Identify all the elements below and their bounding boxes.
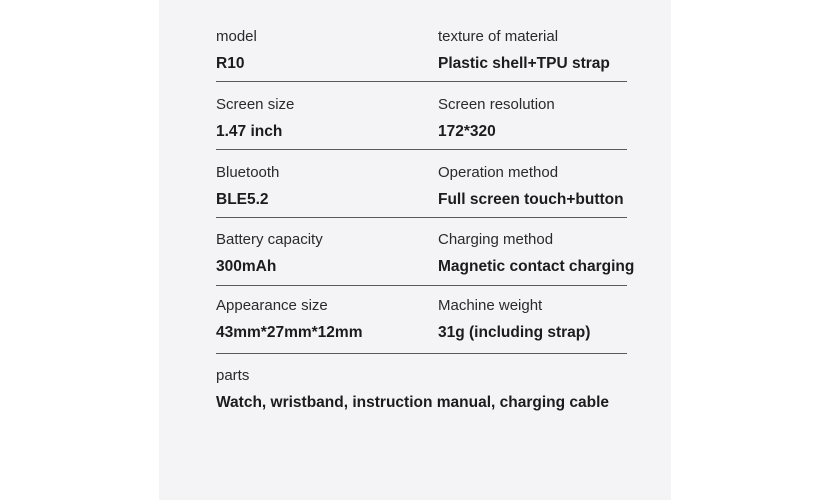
spec-label: Bluetooth <box>216 164 280 181</box>
spec-label: Battery capacity <box>216 231 323 248</box>
spec-label: Screen resolution <box>438 96 555 113</box>
spec-value: 1.47 inch <box>216 123 283 140</box>
spec-value: 172*320 <box>438 123 496 140</box>
spec-cell-appearance <box>216 297 362 342</box>
spec-cell-weight <box>438 297 590 342</box>
spec-row-parts <box>216 367 627 417</box>
spec-value: BLE5.2 <box>216 191 269 208</box>
spec-panel <box>159 0 671 500</box>
spec-value: 300mAh <box>216 258 277 275</box>
spec-cell-operation <box>438 164 624 209</box>
spec-cell-bluetooth <box>216 164 279 209</box>
spec-row-screen <box>216 96 627 150</box>
spec-label: Machine weight <box>438 297 543 314</box>
spec-row-appearance <box>216 297 627 354</box>
spec-cell-screen-resolution <box>438 96 555 141</box>
spec-value: Plastic shell+TPU strap <box>438 55 610 72</box>
spec-cell-parts <box>216 367 609 412</box>
spec-value: Full screen touch+button <box>438 191 624 208</box>
spec-cell-charging <box>438 231 634 276</box>
spec-label: Screen size <box>216 96 295 113</box>
spec-value: 43mm*27mm*12mm <box>216 324 363 341</box>
spec-row-battery <box>216 231 635 286</box>
spec-label: model <box>216 28 257 45</box>
spec-row-bluetooth <box>216 164 627 218</box>
spec-value: Magnetic contact charging <box>438 258 635 275</box>
spec-value: R10 <box>216 55 245 72</box>
spec-row-model <box>216 28 627 82</box>
spec-label: texture of material <box>438 28 559 45</box>
spec-cell-screen-size <box>216 96 294 141</box>
spec-label: parts <box>216 367 250 384</box>
spec-value: Watch, wristband, instruction manual, charging cable <box>216 394 610 411</box>
spec-cell-model <box>216 28 257 73</box>
spec-label: Operation method <box>438 164 559 181</box>
spec-cell-battery <box>216 231 323 276</box>
spec-value: 31g (including strap) <box>438 324 591 341</box>
spec-label: Charging method <box>438 231 554 248</box>
spec-cell-material <box>438 28 610 73</box>
spec-label: Appearance size <box>216 297 328 314</box>
